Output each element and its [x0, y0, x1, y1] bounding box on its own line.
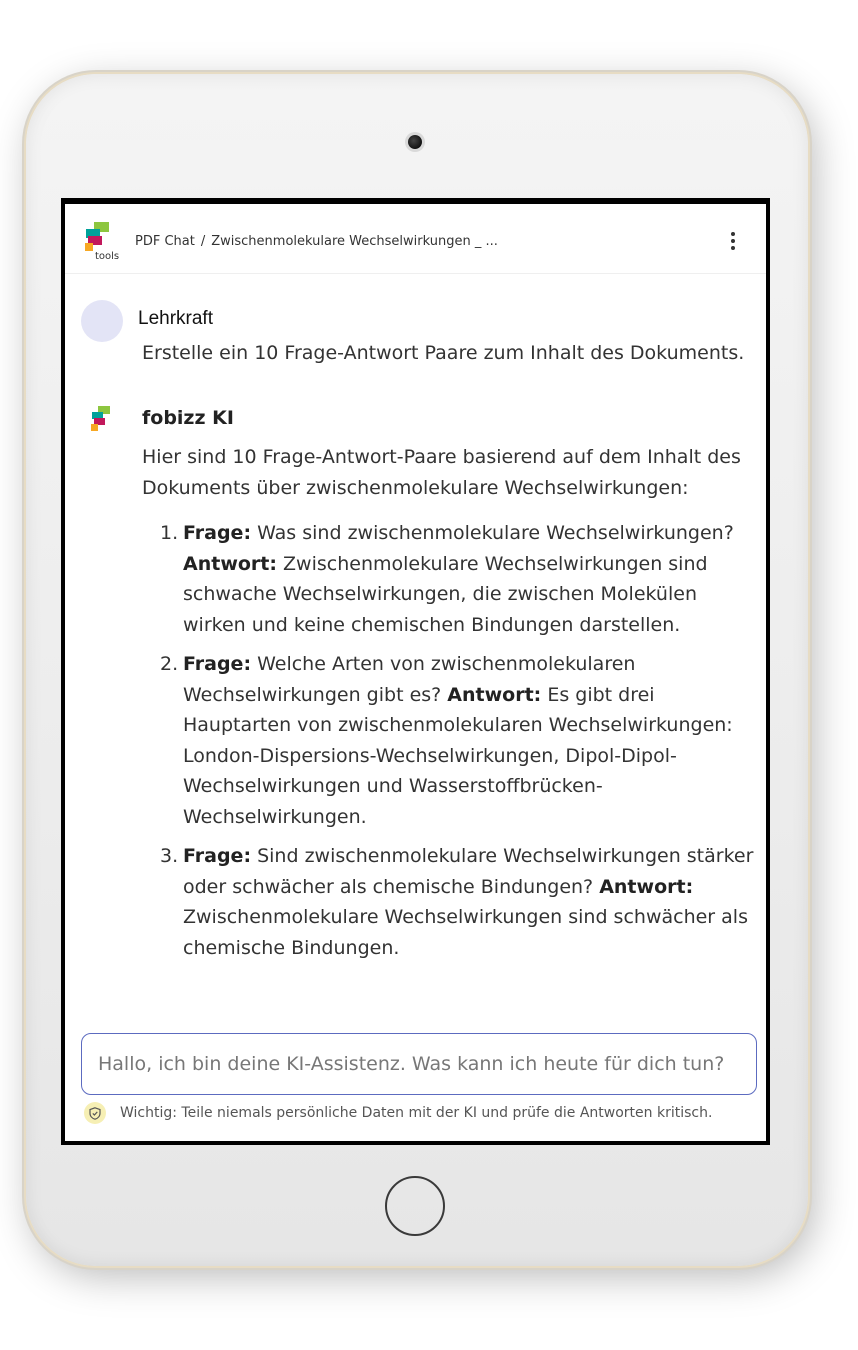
qa-item — [160, 649, 760, 832]
answer-text: Zwischenmolekulare Wechselwirkungen sind schwache Wechselwirkungen, die zwischen Molekülen wirken und keine chemischen Bindungen darstellen. — [183, 552, 708, 636]
chat-input-container — [81, 1033, 757, 1095]
chat-input[interactable] — [82, 1034, 756, 1094]
user-avatar — [81, 300, 123, 342]
ai-author: fobizz KI — [142, 407, 234, 429]
question-text: Was sind zwischenmolekulare Wechselwirkungen? — [257, 522, 734, 544]
menu-dot — [731, 246, 735, 250]
ai-logo-block-orange — [91, 424, 98, 431]
answer-text: Zwischenmolekulare Wechselwirkungen sind schwächer als chemische Bindungen. — [183, 906, 748, 959]
menu-dot — [731, 232, 735, 236]
question-label: Frage: — [183, 845, 252, 867]
shield-check-glyph — [89, 1107, 101, 1120]
shield-check-icon — [84, 1102, 106, 1124]
answer-text: Es gibt drei Hauptarten von zwischenmolekularen Wechselwirkungen: London-Dispersions-Wechselwirkungen, Dipol-Dipol-Wechselwirkungen und Wasserstoffbrücken-Wechselwirkungen. — [183, 683, 733, 828]
answer-label: Antwort: — [447, 683, 542, 706]
breadcrumb-separator: / — [200, 234, 206, 249]
logo-block-orange — [85, 243, 93, 251]
tablet-screen — [61, 198, 770, 1145]
qa-number: 2. — [160, 653, 179, 675]
privacy-notice — [84, 1102, 712, 1124]
user-message-text: Erstelle ein 10 Frage-Antwort Paare zum Inhalt des Dokuments. — [142, 342, 745, 364]
camera-icon — [408, 135, 422, 149]
home-button[interactable] — [385, 1176, 445, 1236]
ai-intro-text: Hier sind 10 Frage-Antwort-Paare basierend auf dem Inhalt des Dokuments über zwischenmolekulare Wechselwirkungen: — [142, 446, 741, 499]
privacy-notice-text: Wichtig: Teile niemals persönliche Daten mit der KI und prüfe die Antworten kritisch. — [120, 1105, 713, 1121]
qa-number: 1. — [160, 522, 179, 544]
question-label: Frage: — [183, 522, 252, 544]
breadcrumb — [135, 234, 498, 249]
question-label: Frage: — [183, 653, 252, 675]
answer-label: Antwort: — [599, 875, 694, 898]
question-text: Welche Arten von zwischenmolekularen Wechselwirkungen gibt es? — [183, 653, 636, 706]
app-window — [65, 204, 766, 1141]
ai-avatar-icon — [88, 406, 116, 436]
answer-label: Antwort: — [183, 552, 277, 575]
qa-item — [160, 518, 760, 640]
qa-item — [160, 841, 760, 963]
app-header — [65, 204, 766, 274]
breadcrumb-root[interactable]: PDF Chat — [135, 234, 195, 249]
menu-dot — [731, 239, 735, 243]
question-text: Sind zwischenmolekulare Wechselwirkungen stärker oder schwächer als chemische Bindungen? — [183, 845, 754, 898]
breadcrumb-current: Zwischenmolekulare Wechselwirkungen _ ... — [211, 234, 498, 249]
fobizz-tools-logo[interactable] — [81, 222, 121, 264]
more-vertical-icon[interactable] — [727, 230, 739, 252]
user-author: Lehrkraft — [138, 308, 213, 329]
qa-number: 3. — [160, 845, 179, 867]
qa-list — [160, 518, 760, 972]
logo-text: tools — [95, 251, 120, 262]
